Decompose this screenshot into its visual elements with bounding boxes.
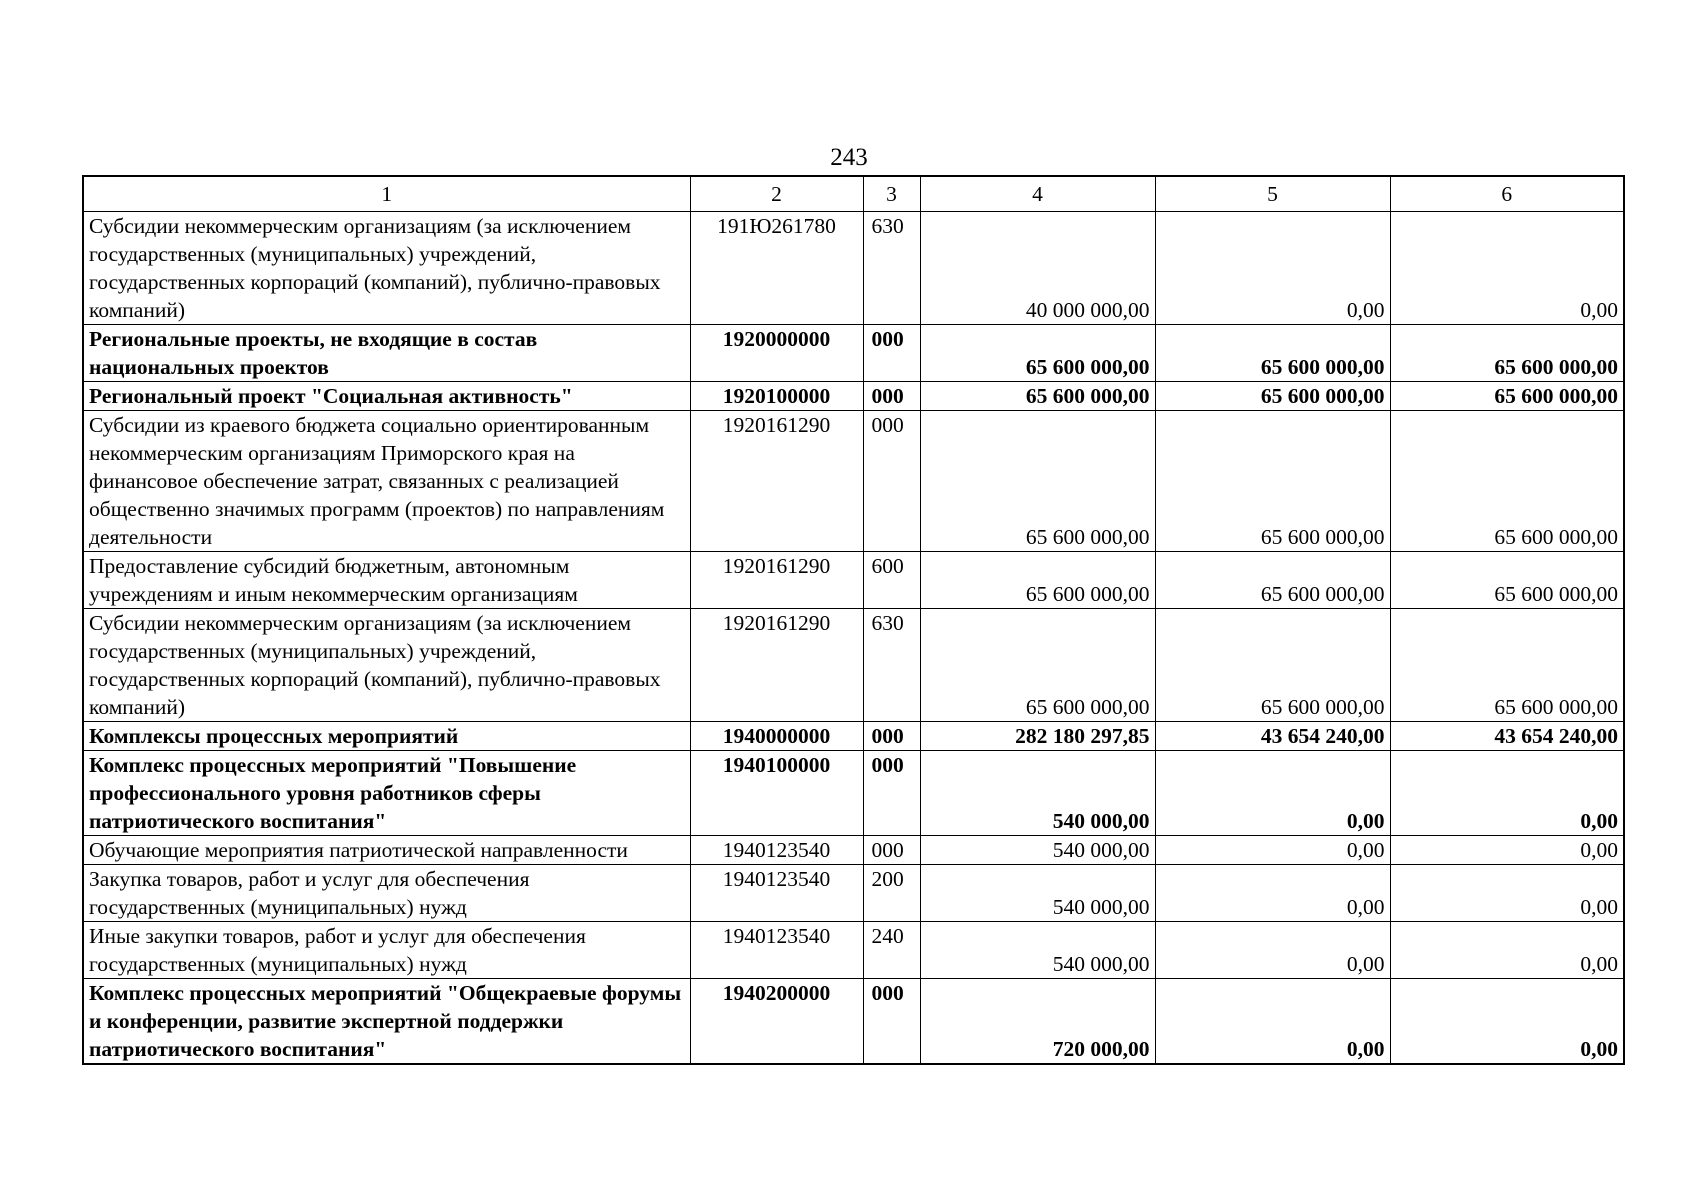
row-amount-4: 540 000,00 [920,751,1155,836]
row-amount-4: 65 600 000,00 [920,609,1155,722]
row-name: Субсидии некоммерческим организациям (за исключением государственных (муниципальных) учреждений, государственных корпораций (компаний), публично-правовых компаний) [83,609,690,722]
row-amount-4: 540 000,00 [920,865,1155,922]
row-amount-5: 65 600 000,00 [1155,382,1390,411]
row-kind: 000 [863,325,920,382]
row-amount-5: 0,00 [1155,922,1390,979]
row-amount-6: 65 600 000,00 [1390,325,1624,382]
table-row [83,722,1624,751]
row-name: Комплекс процессных мероприятий "Повышение профессионального уровня работников сферы патриотического воспитания" [83,751,690,836]
column-header: 1 [83,176,690,212]
row-amount-5: 0,00 [1155,751,1390,836]
row-code: 1940123540 [690,865,863,922]
table-row [83,212,1624,325]
table-header-row [83,176,1624,212]
row-amount-5: 65 600 000,00 [1155,325,1390,382]
table-row [83,836,1624,865]
row-code: 1940123540 [690,836,863,865]
row-amount-4: 540 000,00 [920,836,1155,865]
row-amount-4: 65 600 000,00 [920,382,1155,411]
table-row [83,922,1624,979]
row-amount-5: 0,00 [1155,212,1390,325]
row-amount-6: 43 654 240,00 [1390,722,1624,751]
row-code: 191Ю261780 [690,212,863,325]
table-row [83,865,1624,922]
table-row [83,609,1624,722]
column-header: 4 [920,176,1155,212]
row-kind: 000 [863,722,920,751]
row-amount-6: 65 600 000,00 [1390,382,1624,411]
row-code: 1940200000 [690,979,863,1065]
column-header: 5 [1155,176,1390,212]
row-name: Комплексы процессных мероприятий [83,722,690,751]
row-amount-6: 0,00 [1390,751,1624,836]
budget-table [82,175,1625,1065]
row-kind: 000 [863,836,920,865]
row-code: 1920161290 [690,609,863,722]
row-amount-6: 65 600 000,00 [1390,609,1624,722]
row-kind: 000 [863,751,920,836]
row-kind: 200 [863,865,920,922]
row-name: Обучающие мероприятия патриотической направленности [83,836,690,865]
row-code: 1940000000 [690,722,863,751]
table-row [83,751,1624,836]
column-header: 3 [863,176,920,212]
row-amount-5: 65 600 000,00 [1155,552,1390,609]
row-code: 1920100000 [690,382,863,411]
row-amount-6: 0,00 [1390,212,1624,325]
row-kind: 240 [863,922,920,979]
row-amount-5: 43 654 240,00 [1155,722,1390,751]
table-row [83,382,1624,411]
row-amount-4: 65 600 000,00 [920,325,1155,382]
row-amount-6: 65 600 000,00 [1390,552,1624,609]
row-name: Региональный проект "Социальная активность" [83,382,690,411]
table-row [83,325,1624,382]
row-code: 1920161290 [690,552,863,609]
row-kind: 600 [863,552,920,609]
row-amount-4: 65 600 000,00 [920,552,1155,609]
column-header: 2 [690,176,863,212]
row-kind: 630 [863,609,920,722]
row-code: 1920161290 [690,411,863,552]
row-amount-6: 0,00 [1390,922,1624,979]
row-amount-4: 65 600 000,00 [920,411,1155,552]
row-code: 1920000000 [690,325,863,382]
row-amount-4: 540 000,00 [920,922,1155,979]
row-code: 1940100000 [690,751,863,836]
row-amount-5: 65 600 000,00 [1155,411,1390,552]
row-amount-5: 0,00 [1155,836,1390,865]
row-kind: 000 [863,382,920,411]
row-name: Субсидии из краевого бюджета социально ориентированным некоммерческим организациям Приморского края на финансовое обеспечение затрат, связанных с реализацией общественно значимых программ (проектов) по направлениям деятельности [83,411,690,552]
table-row [83,552,1624,609]
row-name: Иные закупки товаров, работ и услуг для обеспечения государственных (муниципальных) нужд [83,922,690,979]
table-row [83,979,1624,1065]
row-name: Комплекс процессных мероприятий "Общекраевые форумы и конференции, развитие экспертной поддержки патриотического воспитания" [83,979,690,1065]
row-amount-6: 65 600 000,00 [1390,411,1624,552]
row-amount-4: 282 180 297,85 [920,722,1155,751]
column-header: 6 [1390,176,1624,212]
row-kind: 630 [863,212,920,325]
row-amount-6: 0,00 [1390,836,1624,865]
row-name: Закупка товаров, работ и услуг для обеспечения государственных (муниципальных) нужд [83,865,690,922]
table-body [83,212,1624,1065]
row-kind: 000 [863,979,920,1065]
row-code: 1940123540 [690,922,863,979]
row-amount-6: 0,00 [1390,865,1624,922]
row-amount-4: 720 000,00 [920,979,1155,1065]
table-row [83,411,1624,552]
row-name: Субсидии некоммерческим организациям (за исключением государственных (муниципальных) учреждений, государственных корпораций (компаний), публично-правовых компаний) [83,212,690,325]
row-name: Предоставление субсидий бюджетным, автономным учреждениям и иным некоммерческим организациям [83,552,690,609]
row-name: Региональные проекты, не входящие в состав национальных проектов [83,325,690,382]
row-amount-6: 0,00 [1390,979,1624,1065]
row-amount-5: 0,00 [1155,979,1390,1065]
row-kind: 000 [863,411,920,552]
row-amount-4: 40 000 000,00 [920,212,1155,325]
page-number: 243 [830,144,868,171]
row-amount-5: 65 600 000,00 [1155,609,1390,722]
row-amount-5: 0,00 [1155,865,1390,922]
